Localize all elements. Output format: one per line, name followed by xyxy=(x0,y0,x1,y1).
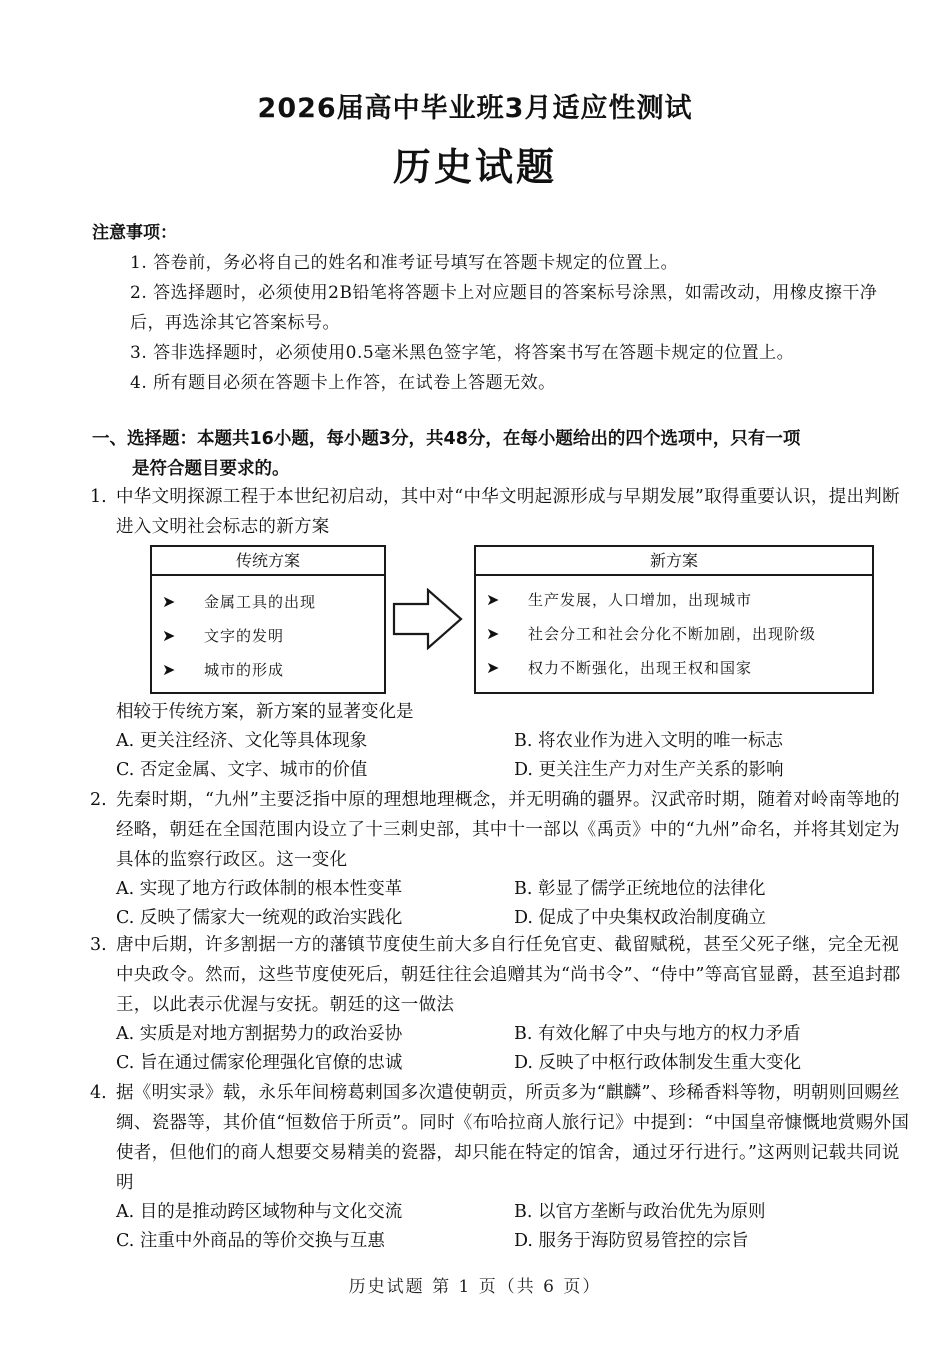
question-stem xyxy=(90,785,912,875)
options xyxy=(116,1198,912,1256)
note-item: 3. 答非选择题时，必须使用0.5毫米黑色签字笔，将答案书写在答题卡规定的位置上。 xyxy=(130,343,795,363)
option-a[interactable]: A. 目的是推动跨区域物种与文化交流 xyxy=(116,1202,403,1222)
section-heading xyxy=(92,424,910,484)
question-text: 唐中后期，许多割据一方的藩镇节度使生前大多自行任免官吏、截留赋税，甚至父死子继，完全无视中央政令。然而，这些节度使死后，朝廷往往会追赠其为“尚书令”、“侍中”等高官显爵，甚至追封郡王，以此表示优渥与安抚。朝廷的这一做法 xyxy=(116,935,901,1015)
question-4 xyxy=(90,1078,912,1256)
question-number: 3. xyxy=(90,935,107,955)
option-b[interactable]: B. 有效化解了中央与地方的权力矛盾 xyxy=(514,1024,801,1044)
option-c[interactable]: C. 否定金属、文字、城市的价值 xyxy=(116,760,368,780)
arrowhead-bullet-icon: ➤ xyxy=(162,659,177,679)
notes-list xyxy=(92,248,912,398)
section-line: 是符合题目要求的。 xyxy=(132,459,290,479)
question-3 xyxy=(90,930,912,1078)
option-a[interactable]: A. 更关注经济、文化等具体现象 xyxy=(116,731,368,751)
question-number: 1. xyxy=(90,487,107,507)
list-item xyxy=(152,618,384,652)
arrowhead-bullet-icon: ➤ xyxy=(162,591,177,611)
arrowhead-bullet-icon: ➤ xyxy=(486,657,501,677)
option-b[interactable]: B. 将农业作为进入文明的唯一标志 xyxy=(514,731,783,751)
question-prompt: 相较于传统方案，新方案的显著变化是 xyxy=(116,702,414,722)
option-b[interactable]: B. 以官方垄断与政治优先为原则 xyxy=(514,1202,766,1222)
options xyxy=(116,1020,912,1078)
option-d[interactable]: D. 反映了中枢行政体制发生重大变化 xyxy=(514,1053,802,1073)
list-item xyxy=(476,616,872,650)
list-item-text: 城市的形成 xyxy=(204,660,285,679)
page-footer: 历史试题 第 1 页（共 6 页） xyxy=(348,1277,602,1297)
notes-section xyxy=(92,219,912,398)
question-1-options xyxy=(90,698,912,785)
question-text: 据《明实录》载，永乐年间榜葛剌国多次遣使朝贡，所贡多为“麒麟”、珍稀香料等物，明朝则回赐丝绸、瓷器等，其价值“恒数倍于所贡”。同时《布哈拉商人旅行记》中提到：“中国皇帝慷慨地赏赐外国使者，但他们的商人想要交易精美的瓷器，却只能在特定的馆舍，通过牙行进行。”这两则记载共同说明 xyxy=(116,1083,910,1193)
list-item xyxy=(152,652,384,686)
right-arrow-icon xyxy=(392,588,464,650)
option-b[interactable]: B. 彰显了儒学正统地位的法律化 xyxy=(514,879,766,899)
option-d[interactable]: D. 更关注生产力对生产关系的影响 xyxy=(514,760,784,780)
section-line: 一、选择题：本题共16小题，每小题3分，共48分，在每小题给出的四个选项中，只有一项 xyxy=(92,429,801,449)
list-item-text: 生产发展，人口增加，出现城市 xyxy=(528,590,753,609)
option-d[interactable]: D. 服务于海防贸易管控的宗旨 xyxy=(514,1231,749,1251)
option-a[interactable]: A. 实现了地方行政体制的根本性变革 xyxy=(116,879,403,899)
question-stem xyxy=(90,1078,912,1198)
question-stem xyxy=(90,930,912,1020)
options xyxy=(116,727,912,785)
option-a[interactable]: A. 实质是对地方割据势力的政治妥协 xyxy=(116,1024,403,1044)
list-item-text: 金属工具的出现 xyxy=(204,592,317,611)
notes-heading: 注意事项： xyxy=(92,223,177,243)
question-text: 先秦时期，“九州”主要泛指中原的理想地理概念，并无明确的疆界。汉武帝时期，随着对岭南等地的经略，朝廷在全国范围内设立了十三刺史部，其中十一部以《禹贡》中的“九州”命名，并将其划定为具体的监察行政区。这一变化 xyxy=(116,790,900,870)
arrowhead-bullet-icon: ➤ xyxy=(162,625,177,645)
option-d[interactable]: D. 促成了中央集权政治制度确立 xyxy=(514,908,767,928)
question-1 xyxy=(90,482,912,542)
exam-title: 2026届高中毕业班3月适应性测试 xyxy=(257,93,693,124)
option-c[interactable]: C. 反映了儒家大一统观的政治实践化 xyxy=(116,908,403,928)
note-item: 1. 答卷前，务必将自己的姓名和准考证号填写在答题卡规定的位置上。 xyxy=(130,253,679,273)
question-text: 中华文明探源工程于本世纪初启动，其中对“中华文明起源形成与早期发展”取得重要认识，提出判断进入文明社会标志的新方案 xyxy=(116,487,900,537)
new-plan-box xyxy=(474,545,874,694)
traditional-plan-box xyxy=(150,545,386,694)
options xyxy=(116,875,912,933)
option-c[interactable]: C. 注重中外商品的等价交换与互惠 xyxy=(116,1231,385,1251)
note-item: 2. 答选择题时，必须使用2B铅笔将答题卡上对应题目的答案标号涂黑，如需改动，用橡皮擦干净后，再选涂其它答案标号。 xyxy=(130,283,878,333)
list-item xyxy=(152,584,384,618)
new-plan-title: 新方案 xyxy=(476,547,872,576)
arrowhead-bullet-icon: ➤ xyxy=(486,623,501,643)
list-item-text: 社会分工和社会分化不断加剧，出现阶级 xyxy=(528,624,817,643)
note-item: 4. 所有题目必须在答题卡上作答，在试卷上答题无效。 xyxy=(130,373,556,393)
arrowhead-bullet-icon: ➤ xyxy=(486,589,501,609)
option-c[interactable]: C. 旨在通过儒家伦理强化官僚的忠诚 xyxy=(116,1053,403,1073)
subject-title: 历史试题 xyxy=(392,145,557,189)
question-number: 2. xyxy=(90,790,107,810)
question-2 xyxy=(90,785,912,933)
list-item-text: 权力不断强化，出现王权和国家 xyxy=(528,658,753,677)
question-stem xyxy=(90,482,912,542)
list-item xyxy=(476,582,872,616)
question-number: 4. xyxy=(90,1083,107,1103)
traditional-plan-title: 传统方案 xyxy=(152,547,384,576)
list-item-text: 文字的发明 xyxy=(204,626,285,645)
list-item xyxy=(476,650,872,684)
